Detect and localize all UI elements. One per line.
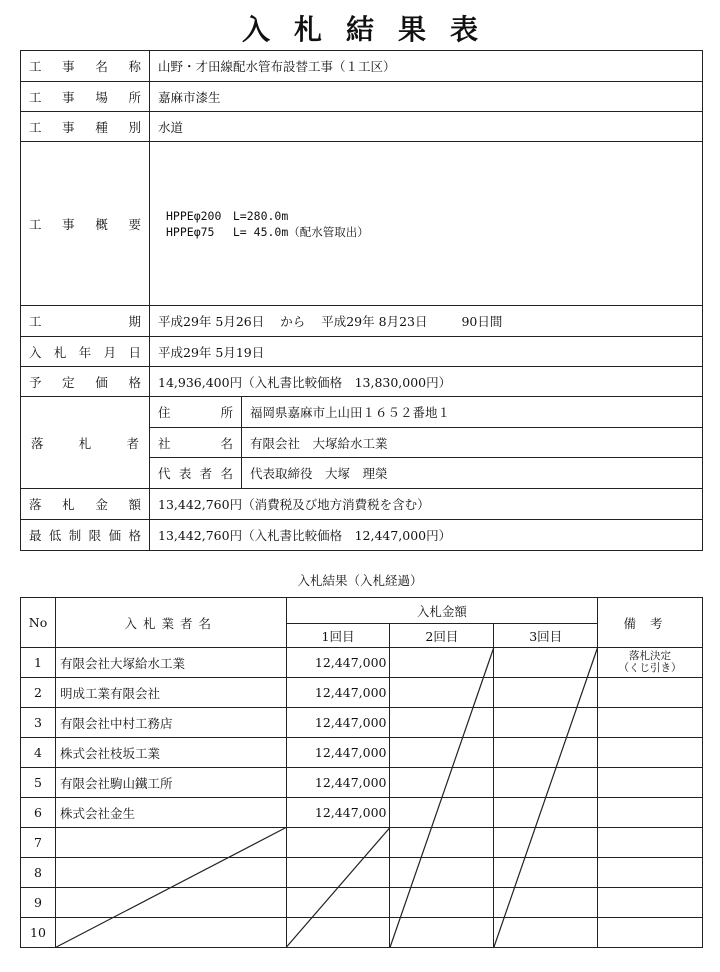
row-koji-meisho — [21, 51, 703, 82]
row-note — [598, 708, 703, 738]
row-no: 1 — [21, 648, 56, 678]
row-round-2 — [390, 858, 494, 888]
header-note: 備考 — [598, 598, 703, 648]
spread-label: 入 札 年 月 日 — [29, 344, 141, 360]
table-row — [21, 918, 703, 948]
table-row — [21, 798, 703, 828]
row-no: 2 — [21, 678, 56, 708]
row-round-3 — [494, 648, 598, 678]
header-round-2: 2回目 — [390, 624, 494, 648]
value-jusho: 福岡県嘉麻市上山田１６５２番地１ — [242, 397, 703, 428]
sublabel-jusho — [150, 397, 242, 428]
row-company-name: 株式会社金生 — [55, 798, 286, 828]
title-char: 入 — [241, 13, 270, 46]
row-note — [598, 798, 703, 828]
row-round-2 — [390, 768, 494, 798]
row-round-3 — [494, 858, 598, 888]
header-amount-group: 入札金額 — [286, 598, 598, 624]
row-no: 9 — [21, 888, 56, 918]
sublabel-daihyo — [150, 458, 242, 489]
row-round-3 — [494, 708, 598, 738]
row-company-name: 明成工業有限会社 — [55, 678, 286, 708]
row-round-2 — [390, 738, 494, 768]
value-koji-shubetsu: 水道 — [150, 112, 703, 142]
row-company-name: 有限会社大塚給水工業 — [55, 648, 286, 678]
row-round-3 — [494, 918, 598, 948]
row-company-name — [55, 888, 286, 918]
table-row — [21, 678, 703, 708]
title-char: 結 — [345, 13, 374, 46]
table-row — [21, 738, 703, 768]
results-table — [20, 597, 703, 948]
label-rakusatsu-sha — [21, 397, 150, 489]
value-daihyo: 代表取締役 大塚 理榮 — [242, 458, 703, 489]
gaiyo-line-2: HPPEφ75 L= 45.0m（配水管取出） — [166, 224, 369, 239]
row-round-2 — [390, 648, 494, 678]
row-round-2 — [390, 798, 494, 828]
spread-label: 落 札 者 — [31, 435, 139, 451]
spread-label: 工 事 名 称 — [29, 59, 141, 74]
label-koji-gaiyo — [21, 142, 150, 306]
row-no: 6 — [21, 798, 56, 828]
spread-label: 工 事 場 所 — [29, 89, 141, 105]
value-koki — [150, 306, 703, 337]
page-title — [0, 12, 720, 48]
row-note — [598, 678, 703, 708]
label-koji-basho — [21, 82, 150, 112]
tender-info-table — [20, 50, 703, 551]
table-row — [21, 828, 703, 858]
row-round-2 — [390, 888, 494, 918]
row-company-name — [55, 858, 286, 888]
row-note — [598, 888, 703, 918]
row-company-name: 有限会社中村工務店 — [55, 708, 286, 738]
table-row — [21, 888, 703, 918]
koki-from: 平成29年 5月26日 — [158, 314, 265, 329]
row-company-name: 有限会社駒山鐵工所 — [55, 768, 286, 798]
spread-label: 住 所 — [158, 405, 233, 420]
spread-label: 代 表 者 名 — [158, 466, 233, 481]
row-company-name — [55, 828, 286, 858]
title-char: 果 — [398, 13, 427, 46]
row-round-3 — [494, 768, 598, 798]
label-nyusatsu-bi — [21, 337, 150, 367]
koki-to: 平成29年 8月23日 — [321, 314, 428, 329]
row-round-1 — [286, 828, 390, 858]
row-round-3 — [494, 888, 598, 918]
table-row — [21, 648, 703, 678]
row-round-1: 12,447,000 — [286, 798, 390, 828]
spread-label: 工 事 種 別 — [29, 119, 141, 135]
row-no: 10 — [21, 918, 56, 948]
results-section-title: 入札結果（入札経過） — [297, 573, 423, 588]
row-no: 4 — [21, 738, 56, 768]
row-round-1: 12,447,000 — [286, 648, 390, 678]
header-round-3: 3回目 — [494, 624, 598, 648]
row-note — [598, 648, 703, 678]
row-round-2 — [390, 678, 494, 708]
row-no: 7 — [21, 828, 56, 858]
row-no: 3 — [21, 708, 56, 738]
value-koji-gaiyo — [150, 142, 703, 306]
value-nyusatsu-bi: 平成29年 5月19日 — [150, 337, 703, 367]
row-round-3 — [494, 678, 598, 708]
row-koji-basho — [21, 82, 703, 112]
row-round-1 — [286, 918, 390, 948]
row-round-3 — [494, 738, 598, 768]
header-name: 入札業者名 — [55, 598, 286, 648]
row-round-1: 12,447,000 — [286, 738, 390, 768]
row-note — [598, 918, 703, 948]
row-note — [598, 828, 703, 858]
title-char: 札 — [293, 13, 322, 46]
label-yotei-kakaku — [21, 367, 150, 397]
note-line-1: 落札決定 — [629, 650, 672, 662]
table-row — [21, 768, 703, 798]
row-round-1 — [286, 888, 390, 918]
row-yotei-kakaku — [21, 367, 703, 397]
label-rakusatsu-kingaku — [21, 489, 150, 520]
row-round-2 — [390, 828, 494, 858]
row-note — [598, 738, 703, 768]
value-koji-meisho: 山野・才田線配水管布設替工事（１工区） — [150, 51, 703, 82]
header-round-1: 1回目 — [286, 624, 390, 648]
row-round-2 — [390, 918, 494, 948]
table-row — [21, 708, 703, 738]
row-koki — [21, 306, 703, 337]
note-line-2: （くじ引き） — [618, 662, 682, 674]
spread-label: 工 事 概 要 — [29, 216, 141, 232]
title-char: 表 — [450, 13, 479, 46]
row-round-3 — [494, 798, 598, 828]
row-note — [598, 858, 703, 888]
spread-label: 工 期 — [29, 314, 141, 329]
value-koji-basho: 嘉麻市漆生 — [150, 82, 703, 112]
header-no: No — [21, 598, 56, 648]
row-rakusatsu-kingaku — [21, 489, 703, 520]
row-no: 8 — [21, 858, 56, 888]
label-koki — [21, 306, 150, 337]
row-rakusatsu-jusho — [21, 397, 703, 428]
spread-label: 最 低 制 限 価 格 — [29, 528, 141, 543]
sublabel-shamei — [150, 428, 242, 458]
koki-kara: から — [280, 314, 306, 329]
label-koji-meisho — [21, 51, 150, 82]
table-row — [21, 858, 703, 888]
row-round-1: 12,447,000 — [286, 708, 390, 738]
value-saitei-seigen: 13,442,760円（入札書比較価格 12,447,000円） — [150, 520, 703, 551]
label-saitei-seigen — [21, 520, 150, 551]
spread-label: 社 名 — [158, 435, 233, 451]
row-saitei-seigen — [21, 520, 703, 551]
row-company-name: 株式会社枝坂工業 — [55, 738, 286, 768]
spread-label: 落 札 金 額 — [29, 497, 141, 512]
row-round-1: 12,447,000 — [286, 678, 390, 708]
label-koji-shubetsu — [21, 112, 150, 142]
koki-days: 90日間 — [461, 314, 503, 329]
value-yotei-kakaku: 14,936,400円（入札書比較価格 13,830,000円） — [150, 367, 703, 397]
row-no: 5 — [21, 768, 56, 798]
value-rakusatsu-kingaku: 13,442,760円（消費税及び地方消費税を含む） — [150, 489, 703, 520]
spread-label: 予 定 価 格 — [29, 374, 141, 390]
gaiyo-line-1: HPPEφ200 L=280.0m — [166, 208, 289, 223]
row-round-2 — [390, 708, 494, 738]
row-koji-shubetsu — [21, 112, 703, 142]
row-round-1: 12,447,000 — [286, 768, 390, 798]
row-note — [598, 768, 703, 798]
row-round-3 — [494, 828, 598, 858]
row-nyusatsu-bi — [21, 337, 703, 367]
row-round-1 — [286, 858, 390, 888]
value-shamei: 有限会社 大塚給水工業 — [242, 428, 703, 458]
row-koji-gaiyo — [21, 142, 703, 306]
row-company-name — [55, 918, 286, 948]
results-header-row-1 — [21, 598, 703, 624]
